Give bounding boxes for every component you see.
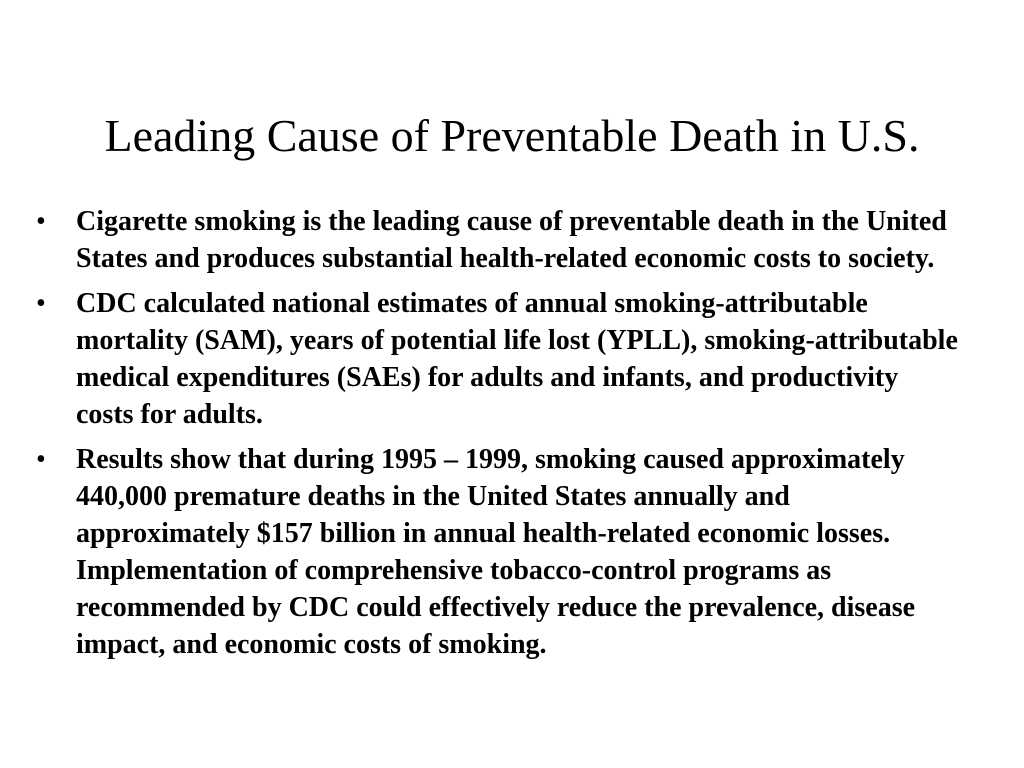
bullet-text: Results show that during 1995 – 1999, smoking caused approximately 440,000 premature deaths in the United States annually and approximately $157 billion in annual health-related economic losses. Implementation of comprehensive tobacco-control programs as recommended by CDC could effectively reduce the prevalence, disease impact, and economic costs of smoking. bbox=[76, 444, 916, 660]
bullet-icon: • bbox=[36, 444, 46, 475]
bullet-item-smoking-leading-cause bbox=[30, 203, 960, 277]
bullet-item-cdc-estimates bbox=[30, 285, 960, 433]
bullet-text: CDC calculated national estimates of annual smoking-attributable mortality (SAM), years of potential life lost (YPLL), smoking-attributable medical expenditures (SAEs) for adults and infants, and productivity costs for adults. bbox=[76, 288, 958, 430]
bullet-text: Cigarette smoking is the leading cause of preventable death in the United States and produces substantial health-related economic costs to society. bbox=[76, 206, 947, 274]
slide-title: Leading Cause of Preventable Death in U.S. bbox=[104, 110, 920, 161]
bullet-icon: • bbox=[36, 206, 46, 237]
bullet-icon: • bbox=[36, 288, 46, 319]
bullet-list bbox=[30, 203, 960, 671]
bullet-item-results bbox=[30, 441, 960, 663]
